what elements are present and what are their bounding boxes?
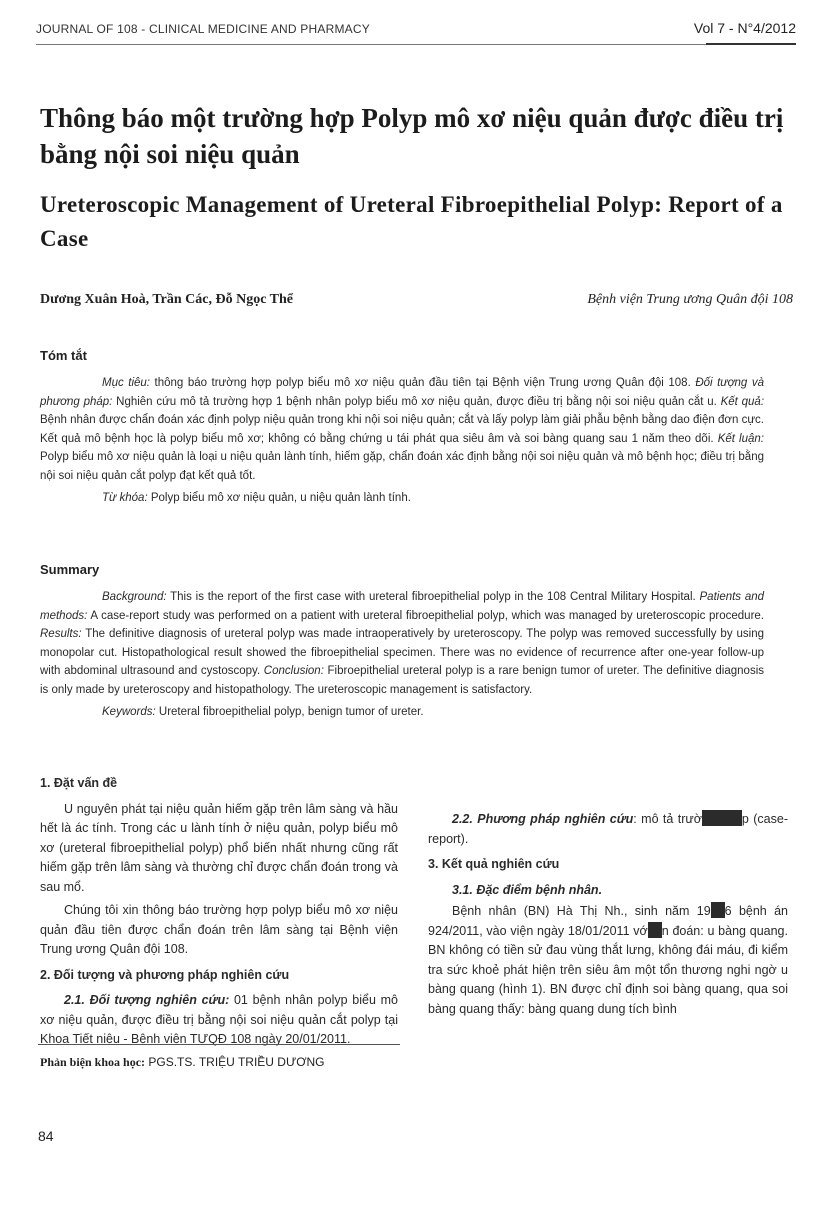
section-2-1-paragraph [40, 991, 398, 1050]
redaction-mark [702, 810, 742, 826]
conclusion-en-label: Conclusion: [263, 665, 324, 677]
results-en-text: The definitive diagnosis of ureteral polyp was made intraoperatively by ureteroscopy. The polyp was removed successfully by using monopolar cut. Histopathological result showed the fibroepithelial specimen. There was no evidence of recurrence after one-year follow-up with abdominal ultrasound and cystoscopy. [40, 628, 764, 677]
keywords-text: Polyp biểu mô xơ niệu quản, u niệu quản lành tính. [147, 492, 411, 504]
section-2-2-paragraph [428, 810, 788, 849]
methods-text: Nghiên cứu mô tả trường hợp 1 bệnh nhân polyp biểu mô xơ niệu quản, được điều trị bằng nội soi niệu quản cắt u. [112, 395, 717, 408]
section-3-1-text-a: Bệnh nhân (BN) Hà Thị Nh., sinh năm 19 [452, 904, 711, 918]
section-3-1-heading-line [428, 881, 788, 901]
conclusion-en-text: Fibroepithelial ureteral polyp is a rare benign tumor of ureter. The definitive diagnosis is only made by ureteroscopy and histopathology. The ureteroscopic management is satisfactory. [40, 665, 764, 696]
abstract-en-heading: Summary [40, 562, 100, 577]
abstract-vi-heading: Tóm tắt [40, 348, 87, 363]
results-en-label: Results: [40, 628, 82, 640]
background-text: This is the report of the first case with ureteral fibroepithelial polyp in the 108 Central Military Hospital. [166, 591, 696, 603]
section-3-1-label: 3.1. Đặc điểm bệnh nhân. [452, 882, 603, 897]
patients-methods-label: Patients and methods: [40, 591, 765, 622]
running-head [36, 22, 796, 48]
section-1-paragraph-2: Chúng tôi xin thông báo trường hợp polyp biểu mô xơ niệu quản đầu tiên được chẩn đoán trên lâm sàng tại Bệnh viện Trung ương Quân đội 108. [40, 903, 398, 956]
redaction-mark [711, 902, 725, 918]
section-2-2-text-a: : mô tả trườ [633, 812, 702, 826]
section-3-1-text-c: n đoán: u bàng quang. BN không có tiền sử đau vùng thắt lưng, không đái máu, đi kiểm tra sức khoẻ phát hiện trên siêu âm một tổn thương nghi ngờ u bàng quang (hình 1). BN được chỉ định soi bàng quang, qua soi bàng quang thấy: bàng quang dung tích bình [428, 923, 788, 1016]
section-1-paragraph-1: U nguyên phát tại niệu quản hiếm gặp trên lâm sàng và hầu hết là ác tính. Trong các u lành tính ở niệu quản, polyp biểu mô xơ (ureteral fibroepithelial polyp) phổ biến nhất nhưng cũng rất hiếm gặp trên lâm sàng và thường chỉ được chẩn đoán trong và sau mổ. [40, 801, 398, 894]
authors: Dương Xuân Hoà, Trần Các, Đỗ Ngọc Thể [40, 292, 294, 307]
section-2-2-text-b: p (case-report). [428, 812, 788, 846]
conclusion-text: Polyp biểu mô xơ niệu quản là loại u niệu quản lành tính, hiếm gặp, chẩn đoán xác định bằng nội soi niệu quản và mô bệnh học; điều trị bằng nội soi niệu quản cắt polyp đạt kết quả tốt. [40, 451, 764, 482]
section-1-heading: 1. Đặt vấn đề [40, 776, 118, 790]
volume-issue: Vol 7 - N°4/2012 [693, 20, 796, 36]
section-2-2-label: 2.2. Phương pháp nghiên cứu [452, 812, 634, 826]
reviewer-footnote [40, 1055, 324, 1070]
abstract-vi-keywords [40, 489, 764, 508]
section-3-1-text-b: 6 bệnh án 924/2011, vào viện ngày 18/01/2011 vớ [428, 904, 789, 938]
keywords-label: Từ khóa: [102, 492, 148, 504]
reviewer-name: PGS.TS. TRIỆU TRIỀU DƯƠNG [145, 1055, 325, 1069]
section-3-1-paragraph [428, 902, 788, 1019]
footnote-rule [38, 1044, 400, 1045]
section-2-1-text: 01 bệnh nhân polyp biểu mô xơ niệu quản, được điều trị bằng nội soi niệu quản cắt polyp tại Khoa Tiết niệu - Bệnh viện TƯQĐ 108 ngày 20/01/2011. [40, 993, 398, 1046]
patients-methods-text: A case-report study was performed on a patient with ureteral fibroepithelial polyp, which was managed by ureteroscopic procedure. [87, 609, 764, 622]
article-title-vietnamese: Thông báo một trường hợp Polyp mô xơ niệu quản được điều trị bằng nội soi niệu quản [40, 103, 784, 169]
body-column-right [428, 772, 788, 1023]
methods-label: Đối tượng và phương pháp: [40, 377, 764, 408]
redaction-mark [648, 922, 662, 938]
keywords-en-text: Ureteral fibroepithelial polyp, benign tumor of ureter. [155, 706, 424, 718]
results-text: Bệnh nhân được chẩn đoán xác định polyp niệu quản trong khi nội soi niệu quản; cắt và lấy polyp làm giải phẫu bệnh bằng dao điện đơn cực. Kết quả mô bệnh học là polyp biểu mô xơ; không có bằng chứng u tái phát qua siêu âm và soi bàng quang sau 1 năm theo dõi. [40, 414, 764, 445]
results-label: Kết quả: [720, 395, 765, 408]
abstract-en [40, 588, 764, 722]
page-number: 84 [38, 1128, 54, 1144]
body-column-left [40, 768, 398, 1054]
section-2-1-label: 2.1. Đối tượng nghiên cứu: [64, 993, 230, 1007]
abstract-vi-body [40, 374, 764, 485]
journal-name: JOURNAL OF 108 - CLINICAL MEDICINE AND PHARMACY [36, 22, 370, 36]
objective-text: thông báo trường hợp polyp biểu mô xơ niệu quản đầu tiên tại Bệnh viện Trung ương Quân đội 108. [150, 377, 691, 389]
background-label: Background: [102, 591, 167, 603]
section-3-heading: 3. Kết quả nghiên cứu [428, 857, 560, 871]
header-rule-accent [706, 43, 796, 45]
affiliation: Bệnh viện Trung ương Quân đội 108 [587, 292, 793, 307]
article-title-english: Ureteroscopic Management of Ureteral Fibroepithelial Polyp: Report of a Case [40, 192, 783, 251]
abstract-en-body [40, 588, 764, 699]
conclusion-label: Kết luận: [717, 432, 764, 445]
section-2-heading: 2. Đối tượng và phương pháp nghiên cứu [40, 967, 290, 982]
abstract-en-keywords [40, 703, 764, 722]
keywords-en-label: Keywords: [102, 706, 156, 718]
abstract-vi [40, 374, 764, 508]
objective-label: Mục tiêu: [102, 377, 150, 389]
reviewer-label: Phản biện khoa học: [40, 1055, 146, 1069]
header-rule [36, 44, 796, 45]
